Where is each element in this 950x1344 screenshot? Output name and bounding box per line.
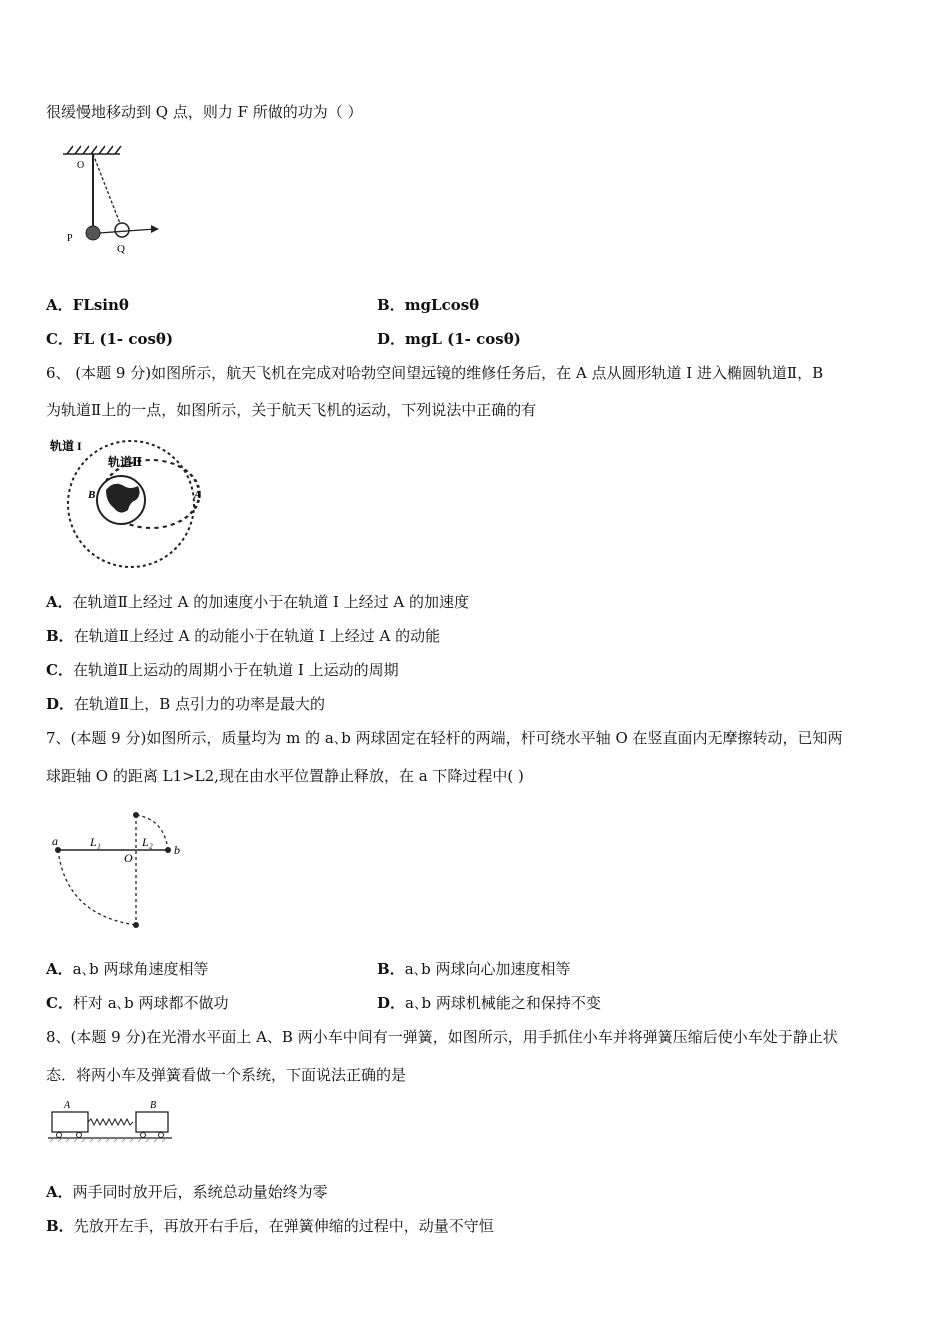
- arrow-head: [151, 225, 159, 233]
- label-l1: L₁: [90, 835, 101, 849]
- q7-option-a: A．a､b 两球角速度相等: [46, 960, 209, 978]
- q6-stem-line2: 为轨道Ⅱ上的一点，如图所示，关于航天飞机的运动，下列说法中正确的有: [46, 401, 537, 419]
- label-b: b: [174, 843, 180, 857]
- label-b: B: [150, 1100, 157, 1111]
- q8-stem-line1: 8、(本题 9 分)在光滑水平面上 A、B 两小车中间有一弹簧，如图所示，用手抓住小车并将弹簧压缩后使小车处于静止状: [46, 1028, 838, 1046]
- q7-stem-line1: 7、(本题 9 分)如图所示，质量均为 m 的 a､b 两球固定在轻杆的两端，杆可绕水平轴 O 在竖直面内无摩擦转动，已知两: [46, 729, 843, 747]
- ball-bottom: [133, 922, 139, 928]
- label-o: O: [77, 160, 85, 171]
- label-p: P: [67, 233, 73, 244]
- spring: [88, 1119, 133, 1125]
- label-o: O: [124, 851, 133, 865]
- ceiling-hatch: [63, 146, 121, 154]
- q8-option-a: A．两手同时放开后，系统总动量始终为零: [46, 1183, 328, 1201]
- q5-pendulum-figure: [55, 140, 170, 260]
- q6-orbit-figure: [46, 432, 216, 572]
- q6-option-a: A．在轨道Ⅱ上经过 A 的加速度小于在轨道 I 上经过 A 的加速度: [46, 593, 470, 611]
- cart-b: [136, 1112, 168, 1132]
- q5-option-b: B．mgLcosθ: [377, 296, 480, 314]
- q6-option-d: D．在轨道Ⅱ上，B 点引力的功率是最大的: [46, 695, 326, 713]
- label-q: Q: [117, 243, 125, 255]
- wheel: [159, 1133, 164, 1138]
- q8-stem-line2: 态．将两小车及弹簧看做一个系统，下面说法正确的是: [46, 1066, 407, 1084]
- ball-q: [115, 223, 129, 237]
- cart-a: [52, 1112, 88, 1132]
- wheel: [141, 1133, 146, 1138]
- label-l2: L₂: [142, 835, 153, 849]
- q7-option-b: B．a､b 两球向心加速度相等: [377, 960, 571, 978]
- label-a: A: [64, 1100, 71, 1111]
- q5-option-d: D．mgL (1- cosθ): [377, 330, 521, 348]
- ball-b: [165, 847, 171, 853]
- q6-stem-line1: 6、 (本题 9 分)如图所示，航天飞机在完成对哈勃空间望远镜的维修任务后，在 A 点从圆形轨道 I 进入椭圆轨道Ⅱ，B: [46, 364, 824, 382]
- q5-option-c: C．FL (1- cosθ): [46, 330, 174, 348]
- ball-top: [133, 812, 139, 818]
- q8-carts-figure: [46, 1098, 176, 1146]
- q7-stem-line2: 球距轴 O 的距离 L1>L2,现在由水平位置静止释放，在 a 下降过程中( ): [46, 767, 524, 785]
- label-orbit-2: 轨道Ⅱ: [108, 455, 143, 469]
- wheel: [77, 1133, 82, 1138]
- q5-stem-tail: 很缓慢地移动到 Q 点，则力 F 所做的功为（ ）: [46, 103, 363, 121]
- label-b: B: [88, 489, 96, 501]
- pendulum-string-dashed: [93, 154, 121, 226]
- q7-option-d: D．a､b 两球机械能之和保持不变: [377, 994, 601, 1012]
- label-orbit-1: 轨道 I: [50, 439, 82, 453]
- wheel: [57, 1133, 62, 1138]
- label-a: a: [52, 834, 58, 848]
- q8-option-b: B．先放开左手，再放开右手后，在弹簧伸缩的过程中，动量不守恒: [46, 1217, 494, 1235]
- ball-p: [86, 226, 100, 240]
- q5-option-a: A．FLsinθ: [46, 296, 129, 314]
- q6-option-b: B．在轨道Ⅱ上经过 A 的动能小于在轨道 I 上经过 A 的动能: [46, 627, 441, 645]
- label-a: A: [194, 489, 202, 501]
- q7-option-c: C．杆对 a､b 两球都不做功: [46, 994, 229, 1012]
- q6-option-c: C．在轨道Ⅱ上运动的周期小于在轨道 I 上运动的周期: [46, 661, 399, 679]
- q7-rod-figure: [46, 805, 191, 935]
